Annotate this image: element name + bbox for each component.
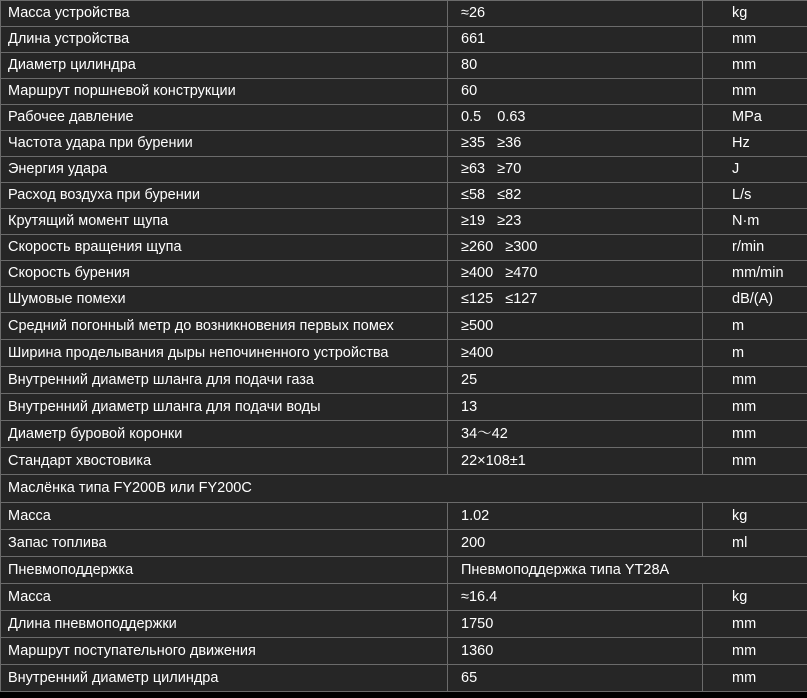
param-name: Крутящий момент щупа	[1, 209, 448, 235]
param-name: Стандарт хвостовика	[1, 448, 448, 475]
param-value: ≤58 ≤82	[448, 183, 703, 209]
section-header-airleg	[1, 557, 807, 584]
param-name: Скорость вращения щупа	[1, 235, 448, 261]
airleg-model: Пневмоподдержка типа YT28A	[448, 557, 807, 584]
param-name: Внутренний диаметр цилиндра	[1, 665, 448, 692]
table-row	[1, 183, 807, 209]
table-row	[1, 448, 807, 475]
table-row	[1, 611, 807, 638]
param-value: 1750	[448, 611, 703, 638]
table-row	[1, 287, 807, 313]
param-unit: mm	[703, 27, 807, 53]
param-unit: L/s	[703, 183, 807, 209]
param-unit: mm/min	[703, 261, 807, 287]
param-name: Средний погонный метр до возникновения первых помех	[1, 313, 448, 340]
table-row	[1, 503, 807, 530]
param-unit: ml	[703, 530, 807, 557]
param-name: Запас топлива	[1, 530, 448, 557]
param-name: Масса	[1, 584, 448, 611]
param-name: Рабочее давление	[1, 105, 448, 131]
param-value: 22×108±1	[448, 448, 703, 475]
table-row	[1, 638, 807, 665]
param-value: ≤125 ≤127	[448, 287, 703, 313]
param-value: 80	[448, 53, 703, 79]
param-unit: mm	[703, 611, 807, 638]
param-unit: m	[703, 313, 807, 340]
param-name: Длина пневмоподдержки	[1, 611, 448, 638]
param-unit: N·m	[703, 209, 807, 235]
param-unit: dB/(A)	[703, 287, 807, 313]
param-value: ≥35 ≥36	[448, 131, 703, 157]
table-row	[1, 584, 807, 611]
param-value: ≈16.4	[448, 584, 703, 611]
param-value: ≥19 ≥23	[448, 209, 703, 235]
param-name: Диаметр буровой коронки	[1, 421, 448, 448]
param-unit: r/min	[703, 235, 807, 261]
param-value: ≥400	[448, 340, 703, 367]
param-unit: Hz	[703, 131, 807, 157]
table-row	[1, 530, 807, 557]
param-name: Расход воздуха при бурении	[1, 183, 448, 209]
param-name: Масса	[1, 503, 448, 530]
param-name: Внутренний диаметр шланга для подачи воды	[1, 394, 448, 421]
param-name: Масса устройства	[1, 1, 448, 27]
table-row	[1, 665, 807, 692]
table-row	[1, 340, 807, 367]
table-row	[1, 131, 807, 157]
table-row	[1, 261, 807, 287]
param-unit: mm	[703, 394, 807, 421]
param-value: 200	[448, 530, 703, 557]
param-value: 60	[448, 79, 703, 105]
param-name: Энергия удара	[1, 157, 448, 183]
param-value: 25	[448, 367, 703, 394]
param-unit: mm	[703, 421, 807, 448]
param-unit: MPa	[703, 105, 807, 131]
param-value: ≥500	[448, 313, 703, 340]
param-value: ≥400 ≥470	[448, 261, 703, 287]
table-row	[1, 53, 807, 79]
param-value: ≥260 ≥300	[448, 235, 703, 261]
param-unit: mm	[703, 367, 807, 394]
param-value: ≈26	[448, 1, 703, 27]
table-row	[1, 1, 807, 27]
param-unit: mm	[703, 638, 807, 665]
table-row	[1, 313, 807, 340]
table-row	[1, 394, 807, 421]
param-name: Длина устройства	[1, 27, 448, 53]
spec-table-body	[1, 1, 807, 692]
oiler-title: Маслёнка типа FY200B или FY200C	[1, 475, 807, 503]
table-row	[1, 27, 807, 53]
param-name: Внутренний диаметр шланга для подачи газа	[1, 367, 448, 394]
param-name: Частота удара при бурении	[1, 131, 448, 157]
table-row	[1, 157, 807, 183]
param-value: 13	[448, 394, 703, 421]
param-name: Маршрут поступательного движения	[1, 638, 448, 665]
param-name: Диаметр цилиндра	[1, 53, 448, 79]
param-unit: mm	[703, 448, 807, 475]
param-unit: kg	[703, 584, 807, 611]
table-row	[1, 367, 807, 394]
table-row	[1, 235, 807, 261]
param-unit: mm	[703, 79, 807, 105]
param-name: Шумовые помехи	[1, 287, 448, 313]
param-name: Скорость бурения	[1, 261, 448, 287]
param-unit: kg	[703, 503, 807, 530]
param-value: 661	[448, 27, 703, 53]
param-unit: m	[703, 340, 807, 367]
section-header-oiler	[1, 475, 807, 503]
param-name: Ширина проделывания дыры непочиненного устройства	[1, 340, 448, 367]
table-row	[1, 209, 807, 235]
airleg-label: Пневмоподдержка	[1, 557, 448, 584]
table-row	[1, 421, 807, 448]
param-value: ≥63 ≥70	[448, 157, 703, 183]
param-unit: mm	[703, 665, 807, 692]
param-value: 1360	[448, 638, 703, 665]
param-unit: kg	[703, 1, 807, 27]
param-value: 1.02	[448, 503, 703, 530]
param-value: 65	[448, 665, 703, 692]
table-row	[1, 105, 807, 131]
param-value: 34～42	[448, 421, 703, 448]
table-row	[1, 79, 807, 105]
param-unit: mm	[703, 53, 807, 79]
param-unit: J	[703, 157, 807, 183]
param-value: 0.5 0.63	[448, 105, 703, 131]
param-name: Маршрут поршневой конструкции	[1, 79, 448, 105]
